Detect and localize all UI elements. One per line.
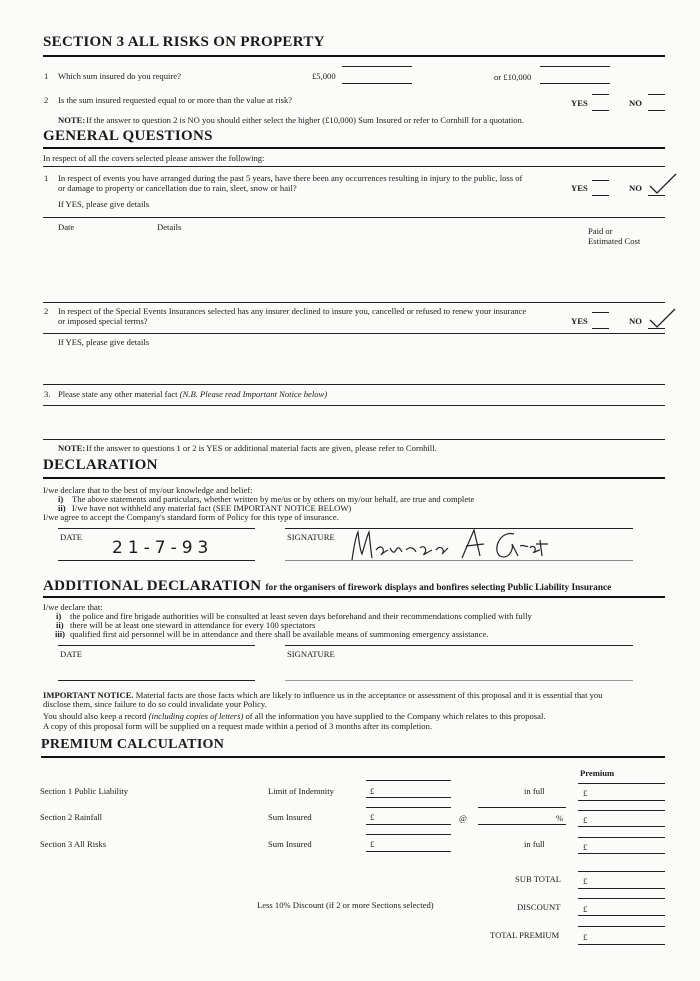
amount-input[interactable] (366, 824, 451, 825)
yes-box[interactable] (592, 110, 609, 111)
premium-input[interactable] (578, 800, 665, 801)
premium-row-section: Section 2 Rainfall (40, 812, 103, 822)
note-label: NOTE: (58, 115, 86, 125)
option-5000-label: £5,000 (312, 71, 336, 81)
in-full-label: in full (524, 786, 545, 796)
declaration-line: I/we have not withheld any material fact (SEE IMPORTANT NOTICE BELOW) (72, 503, 352, 513)
answer-line[interactable] (43, 439, 665, 440)
premium-row-section: Section 1 Public Liability (40, 786, 129, 796)
divider (43, 147, 665, 149)
notice-line: A copy of this proposal form will be supplied on a request made within a period of 3 months after its completion. (43, 721, 433, 731)
declaration-title: DECLARATION (43, 457, 158, 473)
yes-label: YES (571, 98, 588, 108)
signature-line[interactable] (285, 680, 633, 681)
item-marker: ii) (58, 503, 66, 513)
currency-symbol: £ (370, 839, 375, 849)
subtotal-input[interactable] (578, 888, 665, 889)
details-prompt: If YES, please give details (58, 337, 150, 347)
date-label: DATE (60, 649, 82, 659)
item-marker: i) (56, 611, 62, 621)
date-value[interactable]: 21-7-93 (112, 538, 214, 558)
in-full-label: in full (524, 839, 545, 849)
table-header-date: Date (58, 222, 75, 232)
answer-line[interactable] (43, 405, 665, 406)
option-10000-label: or £10,000 (494, 72, 532, 82)
declaration-line: I/we declare that to the best of my/our knowledge and belief: (43, 485, 253, 495)
table-header-cost: Estimated Cost (588, 236, 641, 246)
details-input-area[interactable] (56, 240, 576, 296)
question-text: In respect of events you have arranged during the past 5 years, have there been any occurrences resulting in injury to the public, loss of (58, 173, 523, 183)
subtotal-label: SUB TOTAL (515, 874, 562, 884)
premium-row-section: Section 3 All Risks (40, 839, 107, 849)
currency-symbol: £ (583, 842, 588, 852)
percent-symbol: % (556, 813, 564, 823)
details-input-area[interactable] (56, 350, 656, 382)
signature-label: SIGNATURE (287, 532, 335, 542)
item-marker: i) (58, 494, 64, 504)
notice-line: disclose them, since failure to do so could invalidate your Policy. (43, 699, 267, 709)
currency-symbol: £ (370, 812, 375, 822)
amount-input[interactable] (366, 851, 451, 852)
divider (43, 477, 665, 479)
declaration-line: I/we agree to accept the Company's standard form of Policy for this type of insurance. (43, 512, 339, 522)
signature-line[interactable] (285, 560, 633, 561)
amount-input[interactable] (366, 797, 451, 798)
question-number: 2 (44, 95, 49, 105)
no-label: NO (629, 98, 642, 108)
note-text: If the answer to question 2 is NO you should either select the higher (£10,000) Sum Insured or refer to Cornhill for a quotation. (86, 115, 524, 125)
total-premium-label: TOTAL PREMIUM (490, 930, 560, 940)
yes-box[interactable] (592, 195, 609, 196)
question-text: Which sum insured do you require? (58, 71, 181, 81)
note-label: NOTE: (58, 443, 86, 453)
note-text: If the answer to questions 1 or 2 is YES or additional material facts are given, please refer to Cornhill. (86, 443, 437, 453)
additional-declaration-subtitle: for the organisers of firework displays and bonfires selecting Public Liability Insurance (265, 583, 612, 593)
currency-symbol: £ (370, 786, 375, 796)
currency-symbol: £ (583, 815, 588, 825)
declaration-line: there will be at least one steward in attendance for every 100 spectators (70, 620, 316, 630)
declaration-line: I/we declare that: (43, 602, 103, 612)
yes-label: YES (571, 316, 588, 326)
no-label: NO (629, 183, 642, 193)
premium-row-type: Sum Insured (268, 812, 312, 822)
date-line[interactable] (58, 680, 255, 681)
checkmark-icon (648, 306, 678, 330)
divider (43, 55, 665, 57)
currency-symbol: £ (583, 904, 588, 914)
question-number: 1 (44, 71, 49, 81)
divider (43, 596, 665, 598)
discount-label: DISCOUNT (517, 902, 561, 912)
option-10000-box[interactable] (540, 83, 610, 84)
declaration-line: The above statements and particulars, whether written by me/us or by others on my/our behalf, are true and complete (72, 494, 475, 504)
declaration-line: qualified first aid personnel will be in attendance and there shall be available means of summoning emergency assistance. (70, 629, 489, 639)
premium-row-type: Sum Insured (268, 839, 312, 849)
question-text: Is the sum insured requested equal to or more than the value at risk? (58, 95, 293, 105)
yes-label: YES (571, 183, 588, 193)
declaration-line: the police and fire brigade authorities will be consulted at least seven days beforehand and their recommendations complied with fully (70, 611, 532, 621)
question-text: or damage to property or cancellation due to rain, sleet, snow or hail? (58, 183, 297, 193)
item-marker: ii) (56, 620, 64, 630)
date-line[interactable] (58, 560, 255, 561)
percentage-input[interactable] (478, 824, 566, 825)
currency-symbol: £ (583, 788, 588, 798)
question-text: Please state any other material fact (N.B. Please read Important Notice below) (58, 389, 328, 399)
at-symbol: @ (459, 813, 467, 823)
currency-symbol: £ (583, 876, 588, 886)
signature-text: Margaret A Grant (344, 526, 352, 527)
question-text: or imposed special terms? (58, 316, 148, 326)
premium-row-type: Limit of Indemnity (268, 786, 334, 796)
item-marker: iii) (55, 629, 66, 639)
general-questions-title: GENERAL QUESTIONS (43, 128, 213, 144)
details-prompt: If YES, please give details (58, 199, 150, 209)
discount-note: Less 10% Discount (if 2 or more Sections selected) (257, 900, 434, 910)
signature-label: SIGNATURE (287, 649, 335, 659)
premium-input[interactable] (578, 853, 665, 854)
additional-declaration-title: ADDITIONAL DECLARATION (43, 578, 262, 594)
currency-symbol: £ (583, 932, 588, 942)
notice-line: You should also keep a record (including copies of letters) of all the information you have supplied to the Company which relates to this proposal. (43, 711, 546, 721)
premium-calculation-title: PREMIUM CALCULATION (41, 737, 225, 752)
question-number: 1 (44, 173, 49, 183)
no-box[interactable] (648, 110, 665, 111)
total-premium-input[interactable] (578, 944, 665, 945)
notice-line: IMPORTANT NOTICE. Material facts are those facts which are likely to influence us in the acceptance or assessment of this proposal and it is essential that you (43, 690, 603, 700)
table-header-details: Details (157, 222, 182, 232)
yes-box[interactable] (592, 328, 609, 329)
question-number: 2 (44, 306, 49, 316)
divider (41, 756, 665, 758)
premium-input[interactable] (578, 826, 665, 827)
question-text: In respect of the Special Events Insurances selected has any insurer declined to insure you, cancelled or refused to renew your insurance (58, 306, 527, 316)
question-number: 3. (44, 389, 51, 399)
premium-column-header: Premium (580, 768, 615, 778)
section3-title: SECTION 3 ALL RISKS ON PROPERTY (43, 34, 325, 50)
general-intro: In respect of all the covers selected please answer the following: (43, 153, 265, 163)
discount-input[interactable] (578, 915, 665, 916)
table-header-paid: Paid or (588, 226, 613, 236)
option-5000-box[interactable] (342, 83, 412, 84)
date-label: DATE (60, 532, 82, 542)
additional-declaration-heading (43, 577, 611, 595)
checkmark-icon (648, 172, 678, 196)
no-label: NO (629, 316, 642, 326)
